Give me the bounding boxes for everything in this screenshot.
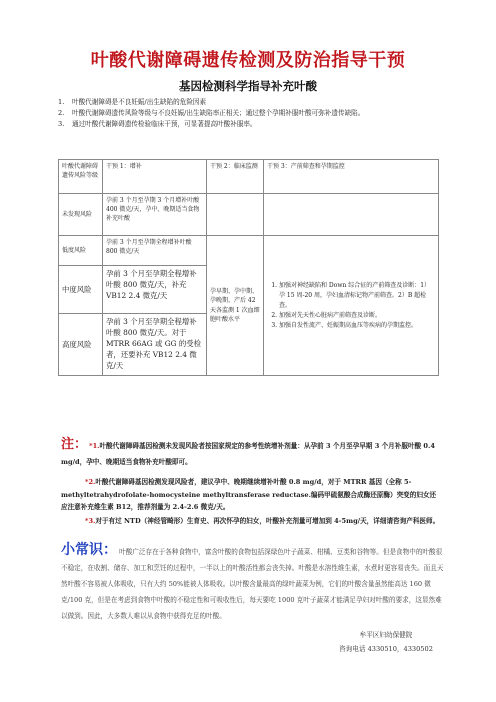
footer-phone: 咨询电话 4330510，4330502 <box>339 645 433 653</box>
risk-level-cell: 低度风险 <box>59 236 103 266</box>
screening-item: 3. 加强自发性流产、妊娠期高血压等疾病的孕期监控。 <box>279 321 435 331</box>
tips-heading: 小常识： <box>61 542 117 558</box>
supplement-cell: 孕前 3 个月至孕期全程增补叶酸 800 微克/天，补充 VB12 2.4 微克/天 <box>103 266 207 314</box>
key-point: 2. 叶酸代谢障碍遗传风险等级与不良妊娠/出生缺陷率正相关；通过整个孕期补服叶酸可弥补遗传缺陷。 <box>58 109 365 117</box>
screening-item: 2. 加强对先天性心脏病产前筛查及诊断。 <box>279 311 435 321</box>
note-1 <box>61 437 441 470</box>
note-mark: *3. <box>85 517 96 525</box>
intervention-table <box>58 159 439 376</box>
header-risk-level: 叶酸代谢障碍遗传风险等级 <box>59 160 103 194</box>
supplement-cell: 孕前 3 个月至孕期全程增补叶酸 800 微克/天 <box>103 236 207 266</box>
tips-section <box>61 542 447 624</box>
supplement-cell: 孕前 3 个月至孕期全程增补叶酸 800 微克/天。对于 MTRR 66AG 或 GG 的受检者，还要补充 VB12 2.4 微克/天 <box>103 314 207 376</box>
note-text: 叶酸代谢障碍基因检测发现风险者，建议孕中、晚期继续增补叶酸 0.8 mg/d，对于 MTRR 基因（全称 5-methyltetrahydrofolate-homocysteine methyltransferase reductase.编码甲硫氨酸合成酶还原酶）突变的妇女还应注意补充维生素 B12，推荐剂量为 2.4-2.6 微克/天。 <box>61 478 437 511</box>
note-mark: *1. <box>89 442 100 450</box>
page-subtitle: 基因检测科学指导补充叶酸 <box>179 79 317 93</box>
note-mark: *2. <box>85 478 96 486</box>
monitoring-cell: 孕早期、孕中期、孕晚期、产后 42 天各监测 1 次血细胞叶酸水平 <box>207 236 264 376</box>
table-row <box>59 194 439 236</box>
note-label: 注： <box>61 437 88 452</box>
note-text: 对于有过 NTD（神经管畸形）生育史、再次怀孕的妇女，叶酸补充剂量可增加到 4-5mg/天，详细请咨询产科医师。 <box>95 517 440 525</box>
table-row <box>59 236 439 266</box>
key-point: 3. 通过叶酸代谢障碍遗传检验临床干预，可显著提高叶酸补服率。 <box>58 120 257 128</box>
note-text: 叶酸代谢障碍基因检测未发现风险者按国家规定的参考性统增补剂量：从孕前 3 个月至孕早期 3 个月补服叶酸 0.4 mg/d，孕中、晚期适当食物补充叶酸即可。 <box>61 442 435 466</box>
supplement-cell: 孕前 3 个月至孕期 3 个月增补叶酸 400 微克/天，孕中、晚期适当食物补充叶酸 <box>103 194 207 236</box>
footer <box>326 628 446 656</box>
screening-cell-empty <box>264 194 439 236</box>
header-screening: 干预 3：产前筛查和孕期监控 <box>264 160 439 194</box>
screening-list <box>267 281 435 331</box>
note-2 <box>61 476 441 514</box>
page-title: 叶酸代谢障碍遗传检测及防治指导干预 <box>90 50 406 71</box>
tips-body: 叶酸广泛存在于各种食物中，富含叶酸的食物包括深绿色叶子蔬菜、柑橘、豆类和谷物等。但是食物中的叶酸很不稳定，在收割、储存、加工和烹饪的过程中，一半以上的叶酸活性都会丧失掉。叶酸是水溶性维生素，水煮时更容易丧失。而且天然叶酸不容易被人体吸收，只有大约 50%能被人体吸收。以叶酸含量最高的绿叶蔬菜为例，它们的叶酸含量虽然能高达 160 微克/100 克，但是在考虑到食物中叶酸的不稳定性和可吸收性后，每天要吃 1000 克叶子蔬菜才能满足孕妇对叶酸的要求，这显然难以做到。因此，大多数人难以从食物中获得充足的叶酸。 <box>61 548 444 620</box>
header-supplement: 干预 1：增补 <box>103 160 207 194</box>
header-monitoring: 干预 2：临床监测 <box>207 160 264 194</box>
risk-level-cell: 中度风险 <box>59 266 103 314</box>
note-3 <box>61 515 441 528</box>
footer-org: 牟平区妇幼保健院 <box>359 631 413 639</box>
risk-level-cell: 未发现风险 <box>59 194 103 236</box>
screening-cell <box>264 236 439 376</box>
monitoring-cell-empty <box>207 194 264 236</box>
screening-item: 1. 加强对神经缺陷和 Down 综合征的产前筛查及诊断：1）孕 15 周-20 周，孕妇血清标记物产前筛查。2）B 超检查。 <box>279 281 435 311</box>
key-point: 1. 叶酸代谢障碍是不良妊娠/出生缺陷的危险因素 <box>58 98 207 106</box>
risk-level-cell: 高度风险 <box>59 314 103 376</box>
table-header-row <box>59 160 439 194</box>
key-points-list <box>58 97 424 130</box>
